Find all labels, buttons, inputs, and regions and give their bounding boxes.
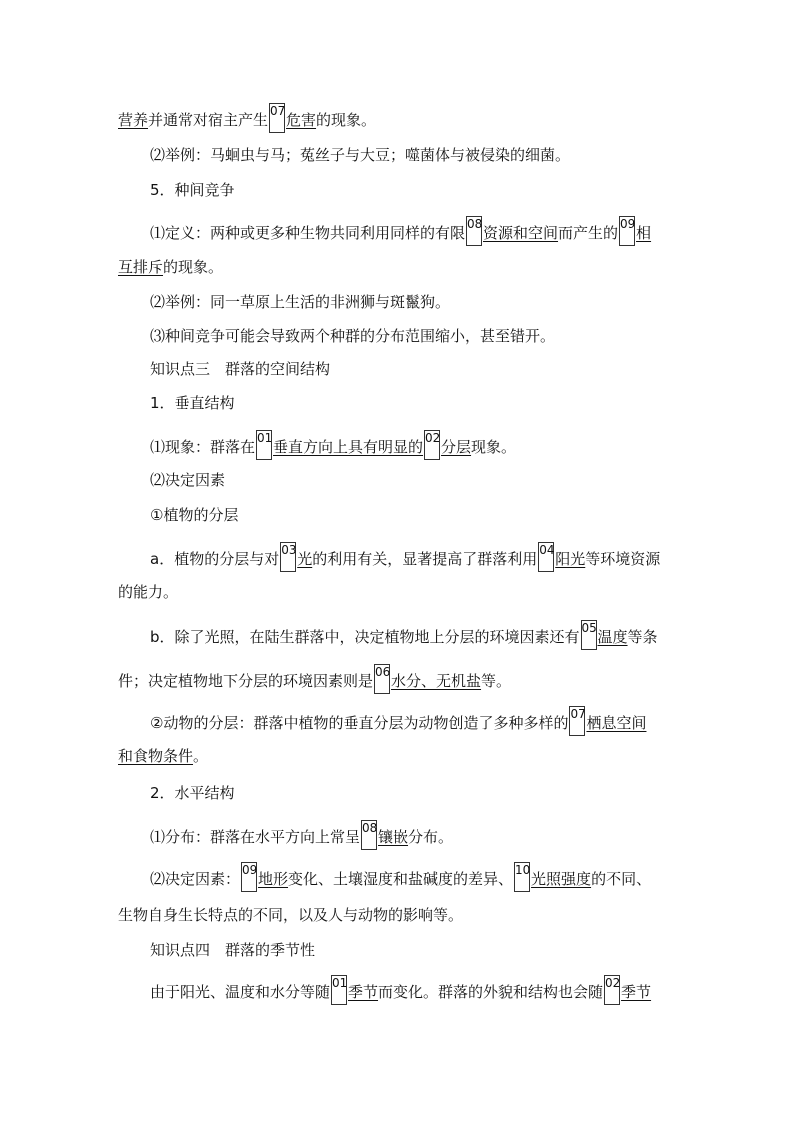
body-text: ⑵决定因素 <box>150 471 226 489</box>
answer-number: 06 <box>375 665 391 679</box>
answer-text: 相 <box>636 224 652 242</box>
body-text: 知识点三 群落的空间结构 <box>150 360 331 378</box>
answer-text: 垂直方向上具有明显的 <box>273 438 424 456</box>
text-line <box>150 783 235 803</box>
answer-number-box <box>569 706 585 736</box>
body-text: 现象。 <box>471 438 517 456</box>
body-text: 而变化。群落的外貌和结构也会随 <box>378 983 604 1001</box>
answer-number: 07 <box>570 707 586 721</box>
body-text: ⑵举例：同一草原上生活的非洲狮与斑鬣狗。 <box>150 293 451 311</box>
answer-number: 10 <box>515 863 531 877</box>
answer-text: 季节 <box>621 983 652 1001</box>
answer-text: 危害 <box>286 111 317 129</box>
body-text: 等条 <box>627 628 658 646</box>
body-text: 等。 <box>481 672 512 690</box>
body-text: 件；决定植物地下分层的环境因素则是 <box>118 672 374 690</box>
text-line <box>118 746 208 766</box>
text-line <box>150 620 658 650</box>
body-text: ⑶种间竞争可能会导致两个种群的分布范围缩小，甚至错开。 <box>150 327 556 345</box>
answer-number-box <box>619 216 635 246</box>
answer-text: 光 <box>297 550 313 568</box>
text-line <box>150 505 238 525</box>
answer-text: 地形 <box>258 870 289 888</box>
body-text: 5．种间竞争 <box>150 181 235 199</box>
answer-number-box <box>514 862 530 892</box>
body-text: 由于阳光、温度和水分等随 <box>150 983 331 1001</box>
body-text: 的不同、 <box>591 870 652 888</box>
answer-number: 02 <box>425 431 441 445</box>
text-line <box>150 326 555 346</box>
answer-number: 07 <box>270 104 286 118</box>
answer-text: 和食物条件 <box>118 747 194 765</box>
text-line <box>150 975 651 1005</box>
body-text: ①植物的分层 <box>150 506 239 524</box>
text-line <box>150 470 225 490</box>
body-text: 而产生的 <box>558 224 619 242</box>
body-text: 2．水平结构 <box>150 784 235 802</box>
answer-number: 01 <box>257 431 273 445</box>
body-text: 并通常对宿主产生 <box>148 111 269 129</box>
answer-number-box <box>374 664 390 694</box>
text-line <box>118 582 178 602</box>
answer-text: 营养 <box>118 111 149 129</box>
answer-text: 温度 <box>597 628 628 646</box>
body-text: 等环境资源 <box>585 550 661 568</box>
answer-number-box <box>424 430 440 460</box>
text-line <box>118 905 463 925</box>
body-text: ②动物的分层：群落中植物的垂直分层为动物创造了多种多样的 <box>150 714 569 732</box>
text-line <box>150 542 660 572</box>
body-text: ⑴分布：群落在水平方向上常呈 <box>150 828 361 846</box>
text-line <box>118 103 376 133</box>
answer-text: 镶嵌 <box>378 828 409 846</box>
answer-number-box <box>241 862 257 892</box>
body-text: a．植物的分层与对 <box>150 550 280 568</box>
body-text: 的能力。 <box>118 583 179 601</box>
text-line <box>150 180 235 200</box>
text-line <box>150 430 516 460</box>
answer-number: 09 <box>620 217 636 231</box>
answer-text: 水分、无机盐 <box>391 672 482 690</box>
answer-number: 05 <box>581 621 597 635</box>
answer-number-box <box>604 975 620 1005</box>
answer-number: 04 <box>539 543 555 557</box>
answer-text: 季节 <box>348 983 379 1001</box>
answer-number: 02 <box>605 976 621 990</box>
section-heading <box>150 359 330 379</box>
answer-text: 资源和空间 <box>483 224 559 242</box>
body-text: 1．垂直结构 <box>150 394 235 412</box>
body-text: 知识点四 群落的季节性 <box>150 941 316 959</box>
text-line <box>150 393 235 413</box>
answer-text: 栖息空间 <box>586 714 647 732</box>
text-line <box>150 820 453 850</box>
answer-text: 互排斥 <box>118 258 164 276</box>
text-line <box>150 145 570 165</box>
answer-number-box <box>538 542 554 572</box>
body-text: ⑵举例：马蛔虫与马；菟丝子与大豆；噬菌体与被侵染的细菌。 <box>150 146 571 164</box>
answer-number: 09 <box>242 863 258 877</box>
answer-number-box <box>280 542 296 572</box>
body-text: ⑵决定因素： <box>150 870 241 888</box>
body-text: 变化、土壤湿度和盐碱度的差异、 <box>288 870 514 888</box>
answer-number-box <box>331 975 347 1005</box>
body-text: 生物自身生长特点的不同，以及人与动物的影响等。 <box>118 906 464 924</box>
text-line <box>150 706 646 736</box>
answer-number-box <box>581 620 597 650</box>
answer-number: 03 <box>281 543 297 557</box>
text-line <box>150 862 651 892</box>
body-text: b．除了光照，在陆生群落中，决定植物地上分层的环境因素还有 <box>150 628 580 646</box>
answer-text: 阳光 <box>555 550 586 568</box>
text-line <box>118 664 511 694</box>
section-heading <box>150 940 315 960</box>
answer-text: 光照强度 <box>531 870 592 888</box>
body-text: 的现象。 <box>316 111 377 129</box>
answer-text: 分层 <box>441 438 472 456</box>
answer-number-box <box>466 216 482 246</box>
body-text: 分布。 <box>408 828 454 846</box>
text-line <box>150 216 651 246</box>
body-text: 的现象。 <box>163 258 224 276</box>
answer-number-box <box>269 103 285 133</box>
body-text: 。 <box>193 747 209 765</box>
answer-number: 01 <box>332 976 348 990</box>
answer-number: 08 <box>467 217 483 231</box>
body-text: ⑴现象：群落在 <box>150 438 256 456</box>
answer-number: 08 <box>362 821 378 835</box>
text-line <box>118 257 223 277</box>
body-text: ⑴定义：两种或更多种生物共同利用同样的有限 <box>150 224 466 242</box>
answer-number-box <box>361 820 377 850</box>
text-line <box>150 292 450 312</box>
body-text: 的利用有关，显著提高了群落利用 <box>312 550 538 568</box>
answer-number-box <box>256 430 272 460</box>
